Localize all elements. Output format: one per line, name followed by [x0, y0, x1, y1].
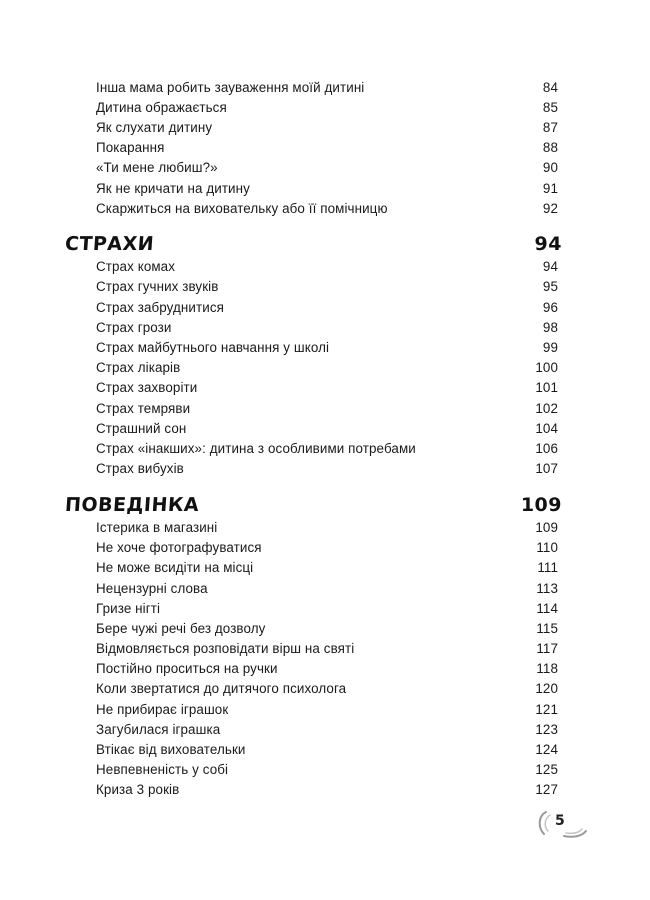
- toc-entry: [96, 418, 558, 438]
- toc-entry-page: 104: [535, 420, 558, 436]
- toc-entry-title: Страх гучних звуків: [96, 278, 219, 294]
- toc-entry: [96, 739, 558, 759]
- toc-entry-title: Втікає від виховательки: [96, 741, 246, 757]
- toc-entry-page: 114: [536, 600, 558, 616]
- toc-entry: [96, 357, 558, 377]
- toc-entry-title: Скаржиться на виховательку або її помічницю: [96, 200, 388, 216]
- toc-entry-page: 88: [542, 139, 558, 155]
- toc-entry-page: 98: [542, 319, 558, 335]
- toc-entry: [96, 117, 558, 137]
- toc-entry-title: Загубилася іграшка: [96, 721, 221, 737]
- toc-entry-page: 124: [535, 741, 558, 757]
- toc-entry: [96, 297, 558, 317]
- toc-entry: [96, 638, 558, 658]
- section-heading-behavior: [65, 492, 562, 518]
- toc-entry-title: Як слухати дитину: [96, 119, 213, 135]
- toc-entry-title: Бере чужі речі без дозволу: [96, 620, 266, 636]
- toc-entry: [96, 719, 558, 739]
- toc-entry-title: Не може всидіти на місці: [96, 559, 254, 575]
- toc-entry-page: 120: [535, 680, 558, 696]
- toc-entry-title: Страх лікарів: [96, 359, 181, 375]
- toc-entry-title: Страх «інакших»: дитина з особливими потребами: [96, 440, 416, 456]
- toc-entry-title: Інша мама робить зауваження моїй дитині: [96, 79, 365, 95]
- toc-entry: [96, 178, 558, 198]
- section-title: СТРАХИ: [64, 233, 155, 255]
- toc-entry: [96, 557, 558, 577]
- toc-entry: [96, 537, 558, 557]
- toc-entry: [96, 276, 558, 296]
- toc-entry-page: 106: [535, 440, 558, 456]
- toc-entry: [96, 578, 558, 598]
- toc-entry: [96, 377, 558, 397]
- toc-entry: [96, 618, 558, 638]
- toc-entry-page: 92: [542, 200, 558, 216]
- toc-entry-title: Страх забруднитися: [96, 299, 224, 315]
- toc-entry: [96, 97, 558, 117]
- toc-entry-page: 99: [542, 339, 558, 355]
- toc-entry: [96, 256, 558, 276]
- toc-entry: [96, 438, 558, 458]
- toc-entry-title: Постійно проситься на ручки: [96, 660, 278, 676]
- toc-entry-page: 91: [542, 180, 558, 196]
- toc-entry-page: 100: [535, 359, 558, 375]
- section-page: 94: [534, 233, 562, 255]
- toc-entry: [96, 699, 558, 719]
- toc-entry-title: Страх захворіти: [96, 379, 198, 395]
- toc-entry: [96, 137, 558, 157]
- toc-entry-page: 95: [542, 278, 558, 294]
- section-title: ПОВЕДІНКА: [64, 494, 200, 516]
- toc-entry-title: Як не кричати на дитину: [96, 180, 250, 196]
- toc-entry: [96, 198, 558, 218]
- section-page: 109: [520, 494, 562, 516]
- section-heading-fears: [65, 231, 562, 257]
- toc-entry-title: Страх темряви: [96, 400, 191, 416]
- toc-entry-page: 94: [542, 258, 558, 274]
- toc-entry: [96, 398, 558, 418]
- toc-entry-page: 107: [535, 460, 558, 476]
- toc-entry-page: 121: [535, 701, 558, 717]
- toc-entry-page: 90: [542, 159, 558, 175]
- toc-entry-page: 127: [535, 781, 558, 797]
- toc-entry-title: Невпевненість у собі: [96, 761, 229, 777]
- toc-entry: [96, 678, 558, 698]
- toc-entry: [96, 157, 558, 177]
- toc-entry-title: Коли звертатися до дитячого психолога: [96, 680, 347, 696]
- toc-entry-page: 101: [535, 379, 558, 395]
- toc-entry-page: 85: [542, 99, 558, 115]
- toc-entry-title: Покарання: [96, 139, 165, 155]
- toc-entry: [96, 337, 558, 357]
- toc-entry-page: 96: [542, 299, 558, 315]
- toc-entry: [96, 598, 558, 618]
- toc-entry-page: 111: [537, 559, 558, 575]
- toc-entry: [96, 779, 558, 799]
- toc-entry: [96, 658, 558, 678]
- toc-entry-title: Криза 3 років: [96, 781, 180, 797]
- toc-entry-page: 118: [536, 660, 558, 676]
- toc-entry-title: Страх майбутнього навчання у школі: [96, 339, 330, 355]
- toc-entry: [96, 458, 558, 478]
- toc-entry-title: Страшний сон: [96, 420, 187, 436]
- toc-entry-title: Гризе нігті: [96, 600, 161, 616]
- toc-entry-page: 84: [542, 79, 558, 95]
- toc-entry-title: «Ти мене любиш?»: [96, 159, 218, 175]
- toc-entry-title: Істерика в магазині: [96, 519, 218, 535]
- toc-entry-page: 125: [535, 761, 558, 777]
- toc-entry-page: 87: [542, 119, 558, 135]
- toc-entry-title: Страх грози: [96, 319, 172, 335]
- toc-entry-page: 102: [535, 400, 558, 416]
- page-number: 5: [555, 813, 565, 829]
- toc-entry-title: Не хоче фотографуватися: [96, 539, 262, 555]
- toc-entry-page: 113: [536, 580, 558, 596]
- toc-entry-title: Не прибирає іграшок: [96, 701, 229, 717]
- toc-entry-title: Страх вибухів: [96, 460, 184, 476]
- toc-entry: [96, 759, 558, 779]
- toc-entry-title: Нецензурні слова: [96, 580, 208, 596]
- toc-entry-title: Відмовляється розповідати вірш на святі: [96, 640, 355, 656]
- toc-entry: [96, 77, 558, 97]
- toc-entry-page: 110: [536, 539, 558, 555]
- toc-entry-page: 109: [535, 519, 558, 535]
- toc-entry-title: Страх комах: [96, 258, 176, 274]
- toc-entry-title: Дитина ображається: [96, 99, 227, 115]
- toc-entry-page: 123: [535, 721, 558, 737]
- toc-entry: [96, 317, 558, 337]
- toc-entry-page: 117: [536, 640, 558, 656]
- toc-entry-page: 115: [536, 620, 558, 636]
- toc-entry: [96, 517, 558, 537]
